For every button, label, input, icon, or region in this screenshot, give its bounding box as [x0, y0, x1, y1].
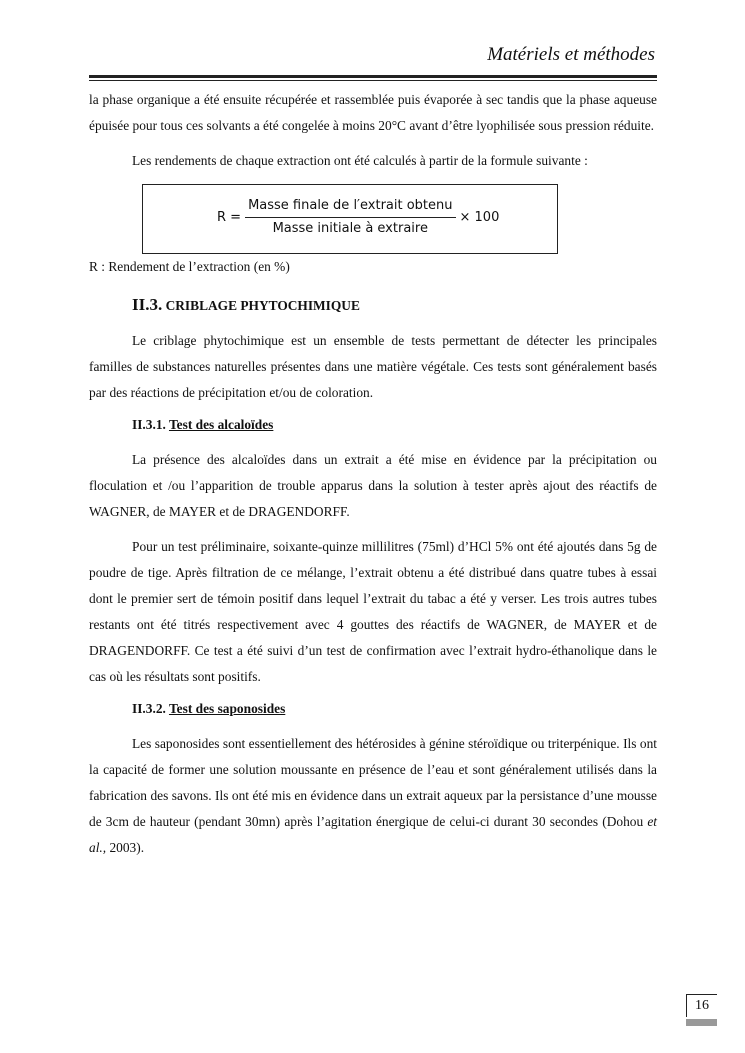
subsection-number: II.3.2. [132, 701, 166, 716]
subsection-title: Test des saponosides [168, 701, 286, 716]
subsection-title: Test des alcaloïdes [168, 417, 274, 432]
paragraph-alkaloids-protocol: Pour un test préliminaire, soixante-quinze millilitres (75ml) d’HCl 5% ont été ajoutés dans 5g de poudre de tige. Après filtration de ce mélange, l’extrait obtenu a été distribué dans quatre tubes à essai dont le premier sert de témoin positif dans lequel l’extrait du tabac a été y verser. Les trois autres tubes restants ont été titrés respectivement avec 4 gouttes des réactifs de WAGNER, de MAYER et de DRAGENDORFF. Ce test a été suivi d’un test de confirmation avec l’extrait hydro-éthanolique dans le cas où les résultats sont positifs. [89, 539, 657, 684]
yield-formula-box [142, 184, 558, 254]
formula-multiplier: × 100 [459, 209, 500, 225]
section-number: II.3. [132, 295, 163, 314]
paragraph-alkaloids-presence: La présence des alcaloïdes dans un extrait a été mise en évidence par la précipitation ou floculation et /ou l’apparition de trouble apparus dans la solution à tester après ajout des réactifs de WAGNER, de MAYER et de DRAGENDORFF. [89, 452, 657, 519]
citation-year: 2003). [106, 840, 145, 855]
section-title: CRIBLAGE PHYTOCHIMIQUE [165, 298, 360, 313]
saponins-text: Les saponosides sont essentiellement des hétérosides à génine stéroïdique ou triterpénique. Ils ont la capacité de former une solution moussante en présence de l’eau et sont généralement utilisés dans la fabrication des savons. Ils ont été mis en évidence dans un extrait aqueux par la persistance d’une mousse de 3cm de hauteur (pendant 30mn) après l’agitation énergique de celui-ci durant 30 secondes (Dohou [89, 736, 657, 829]
citation-etal: et al., [89, 814, 657, 855]
formula-caption: R : Rendement de l’extraction (en %) [89, 259, 290, 274]
paragraph-screening-intro: Le criblage phytochimique est un ensemble de tests permettant de détecter les principales familles de substances naturelles présentes dans une matière végétale. Ces tests sont généralement basés par des réactions de précipitation et/ou de coloration. [89, 333, 657, 400]
page-body [89, 87, 657, 861]
subsection-number: II.3.1. [132, 417, 166, 432]
paragraph-saponins [89, 731, 657, 861]
formula-numerator: Masse finale de l′extrait obtenu [245, 197, 455, 218]
subsection-heading-alkaloids [132, 412, 657, 438]
formula-fraction [245, 197, 455, 238]
page-number-bar [686, 1019, 717, 1026]
formula-denominator: Masse initiale à extraire [272, 221, 428, 236]
header-rule-thick [89, 75, 657, 78]
subsection-heading-saponins [132, 696, 657, 722]
header-rule-thin [89, 80, 657, 81]
paragraph-yield-intro: Les rendements de chaque extraction ont été calculés à partir de la formule suivante : [132, 153, 588, 168]
paragraph-solvent-extraction: la phase organique a été ensuite récupérée et rassemblée puis évaporée à sec tandis que la phase aqueuse épuisée pour tous ces solvants a été congelée à moins 20°C avant d’être lyophilisée sous pression réduite. [89, 92, 657, 133]
page-header-title: Matériels et méthodes [487, 44, 655, 65]
page-number: 16 [686, 994, 717, 1017]
section-heading [132, 292, 657, 319]
formula-lhs: R = [217, 209, 242, 225]
yield-formula [217, 197, 499, 238]
